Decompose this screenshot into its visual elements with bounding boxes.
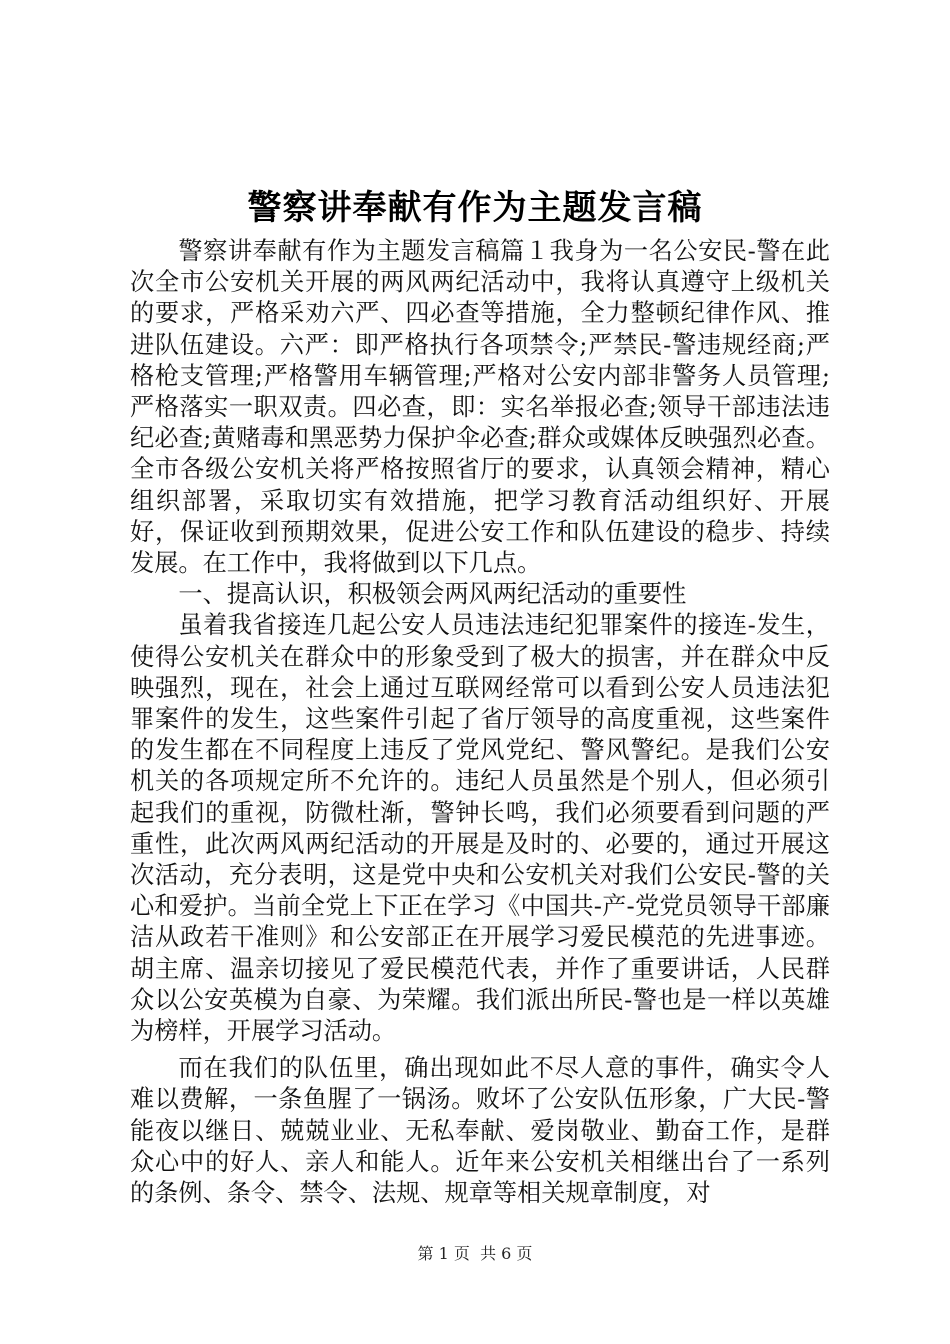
paragraph-3: 而在我们的队伍里，确出现如此不尽人意的事件，确实令人难以费解，一条鱼腥了一锅汤。败坏了公安队伍形象，广大民-警能夜以继日、兢兢业业、无私奉献、爱岗敬业、勤奋工作，是群众心中的好人、亲人和能人。近年来公安机关相继出台了一系列的条例、条令、禁令、法规、规章等相关规章制度，对 (130, 1054, 830, 1208)
page-title: 警察讲奉献有作为主题发言稿 (247, 188, 703, 228)
paragraph-2: 虽着我省接连几起公安人员违法违纪犯罪案件的接连-发生，使得公安机关在群众中的形象受到了极大的损害，并在群众中反映强烈，现在，社会上通过互联网经常可以看到公安人员违法犯罪案件的发生，这些案件引起了省厅领导的高度重视，这些案件的发生都在不同程度上违反了党风党纪、警风警纪。是我们公安机关的各项规定所不允许的。违纪人员虽然是个别人，但必须引起我们的重视，防微杜渐，警钟长鸣，我们必须要看到问题的严重性，此次两风两纪活动的开展是及时的、必要的，通过开展这次活动，充分表明，这是党中央和公安机关对我们公安民-警的关心和爱护。当前全党上下正在学习《中国共-产-党党员领导干部廉洁从政若干准则》和公安部正在开展学习爱民模范的先进事迹。胡主席、温亲切接见了爱民模范代表，并作了重要讲话，人民群众以公安英模为自豪、为荣耀。我们派出所民-警也是一样以英雄为榜样，开展学习活动。 (130, 611, 830, 1046)
page-number-label: 第 1 页 共 6 页 (417, 1244, 533, 1263)
section-heading-1: 一、提高认识，积极领会两风两纪活动的重要性 (178, 580, 687, 609)
document-body (130, 236, 830, 1209)
paragraph-intro: 警察讲奉献有作为主题发言稿篇１我身为一名公安民-警在此次全市公安机关开展的两风两纪活动中，我将认真遵守上级机关的要求，严格采劝六严、四必查等措施，全力整顿纪律作风、推进队伍建设。六严：即严格执行各项禁令;严禁民-警违规经商;严格枪支管理;严格警用车辆管理;严格对公安内部非警务人员管理;严格落实一职双责。四必查，即：实名举报必查;领导干部违法违纪必查;黄赌毒和黑恶势力保护伞必查;群众或媒体反映强烈必查。全市各级公安机关将严格按照省厅的要求，认真领会精神，精心组织部署，采取切实有效措施，把学习教育活动组织好、开展好，保证收到预期效果，促进公安工作和队伍建设的稳步、持续发展。在工作中，我将做到以下几点。 (130, 237, 830, 578)
page-number-footer (0, 1243, 950, 1265)
